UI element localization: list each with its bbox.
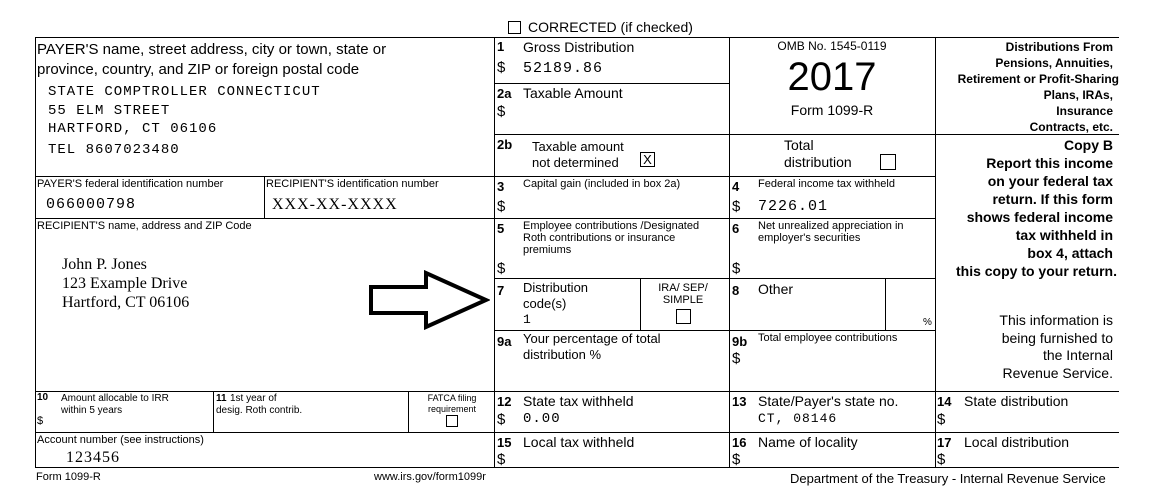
tax-year: 2017 <box>787 55 877 99</box>
box17-dollar: $ <box>937 451 946 468</box>
rule <box>35 391 1119 392</box>
box4-dollar: $ <box>732 198 741 215</box>
box11-label: 1st year of desig. Roth contrib. <box>216 393 303 416</box>
account-number: 123456 <box>66 449 120 466</box>
box5-label: Employee contributions /Designated Roth contributions or insurance premiums <box>523 220 700 256</box>
id-divider <box>264 176 265 218</box>
payer-fed-id-label: PAYER'S federal identification number <box>37 178 224 190</box>
payer-name: STATE COMPTROLLER CONNECTICUT <box>48 84 321 100</box>
footer-department: Department of the Treasury - Internal Revenue Service <box>790 471 1106 486</box>
payer-street: 55 ELM STREET <box>48 102 171 119</box>
other-pct-divider <box>885 278 886 330</box>
payer-fed-id: 066000798 <box>46 196 137 213</box>
copy-b-instructions: Copy B Report this income on your federal tax return. If this form shows federal income tax withheld in box 4, attach this copy to your return. <box>935 136 1113 280</box>
box4-num: 4 <box>732 179 740 194</box>
account-number-label: Account number (see instructions) <box>37 434 204 446</box>
box5-dollar: $ <box>497 260 506 277</box>
fatca-label: FATCA filing requirement <box>427 393 477 414</box>
box16-num: 16 <box>732 435 747 450</box>
rule <box>494 83 729 84</box>
box3-num: 3 <box>497 179 505 194</box>
box16-label: Name of locality <box>758 434 858 450</box>
box7-num: 7 <box>497 283 505 298</box>
box5-num: 5 <box>497 221 505 236</box>
box14-dollar: $ <box>937 411 946 428</box>
box3-dollar: $ <box>497 198 506 215</box>
form-title: Distributions From Pensions, Annuities, Retirement or Profit-Sharing Plans, IRAs, Insurance Contracts, etc. <box>957 40 1119 134</box>
box9b-label: Total employee contributions <box>758 332 898 344</box>
rule <box>35 432 1119 433</box>
omb-number: OMB No. 1545-0119 <box>777 39 887 53</box>
box12-value: 0.00 <box>523 411 561 427</box>
box12-dollar: $ <box>497 411 506 428</box>
box9a-label: Your percentage of total distribution % <box>523 331 661 362</box>
box15-num: 15 <box>497 435 512 450</box>
box15-label: Local tax withheld <box>523 434 635 450</box>
payer-label: PAYER'S name, street address, city or town, state or province, country, and ZIP or foreign postal code <box>37 41 387 78</box>
box6-dollar: $ <box>732 260 741 277</box>
corrected-checkbox[interactable] <box>508 21 521 34</box>
recipient-name-label: RECIPIENT'S name, address and ZIP Code <box>37 220 252 232</box>
total-distribution-checkbox[interactable] <box>880 154 896 170</box>
box3-label: Capital gain (included in box 2a) <box>523 178 681 190</box>
box6-label: Net unrealized appreciation in employer's securities <box>758 220 904 244</box>
box11-num: 11 <box>216 393 227 404</box>
box9a-num: 9a <box>497 334 512 349</box>
ira-sep-simple-label: IRA/ SEP/ SIMPLE <box>658 282 708 306</box>
payer-city: HARTFORD, CT 06106 <box>48 121 218 137</box>
box12-label: State tax withheld <box>523 393 634 409</box>
box2a-label: Taxable Amount <box>523 85 623 101</box>
box8-num: 8 <box>732 283 740 298</box>
rule <box>494 218 935 219</box>
recipient-address <box>62 255 189 312</box>
arrow-right-icon <box>368 270 490 330</box>
box13-num: 13 <box>732 394 747 409</box>
box2b-label: Taxable amount not determined <box>532 139 624 170</box>
b11-divider <box>213 391 214 432</box>
box1-dollar: $ <box>497 59 506 76</box>
box10-num: 10 <box>37 392 49 403</box>
total-distribution-label: Total distribution <box>784 137 852 170</box>
box7-value: 1 <box>523 312 532 327</box>
form-top-border <box>35 37 1119 38</box>
box7-label: Distribution code(s) <box>523 280 589 311</box>
corrected-label: CORRECTED (if checked) <box>528 19 693 35</box>
fatca-divider <box>408 391 409 432</box>
footer-form-name: Form 1099-R <box>36 471 101 483</box>
box4-label: Federal income tax withheld <box>758 178 895 190</box>
recipient-name: John P. Jones <box>62 256 147 273</box>
rule <box>494 134 935 135</box>
form-name: Form 1099-R <box>790 102 874 118</box>
rule <box>494 176 935 177</box>
box17-label: Local distribution <box>964 434 1070 450</box>
box12-num: 12 <box>497 394 512 409</box>
box2b-num: 2b <box>497 137 513 152</box>
box4-value: 7226.01 <box>758 198 829 215</box>
rule <box>494 278 935 279</box>
box10-label: Amount allocable to IRR within 5 years <box>61 393 169 416</box>
box1-value: 52189.86 <box>523 60 604 77</box>
box10-dollar: $ <box>37 415 44 427</box>
recipient-id-label: RECIPIENT'S identification number <box>266 178 439 190</box>
form-left-border <box>35 37 36 467</box>
box1-num: 1 <box>497 39 505 54</box>
payer-address <box>48 83 321 159</box>
box9b-num: 9b <box>732 334 748 349</box>
box2a-num: 2a <box>497 86 512 101</box>
ira-sep-simple-checkbox[interactable] <box>676 309 691 324</box>
rule <box>35 176 494 177</box>
box2b-checkbox[interactable]: X <box>640 152 655 167</box>
box9b-dollar: $ <box>732 350 741 367</box>
box14-label: State distribution <box>964 393 1069 409</box>
box1-label: Gross Distribution <box>523 39 635 55</box>
box17-num: 17 <box>937 435 952 450</box>
box13-label: State/Payer's state no. <box>758 393 899 409</box>
box14-num: 14 <box>937 394 952 409</box>
ira-divider <box>640 278 641 330</box>
box13-value: CT, 08146 <box>758 411 838 426</box>
irs-info-text: This information is being furnished to the Internal Revenue Service. <box>999 312 1113 381</box>
payer-phone: TEL 8607023480 <box>48 141 180 158</box>
box16-dollar: $ <box>732 451 741 468</box>
box8-pct: % <box>923 317 932 328</box>
recipient-city: Hartford, CT 06106 <box>62 294 190 311</box>
form-bottom-border <box>35 467 1119 468</box>
recipient-id: XXX-XX-XXXX <box>272 196 398 213</box>
col-divider-1 <box>494 37 495 467</box>
box15-dollar: $ <box>497 451 506 468</box>
rule <box>35 218 494 219</box>
box6-num: 6 <box>732 221 740 236</box>
box2a-dollar: $ <box>497 103 506 120</box>
fatca-checkbox[interactable] <box>446 415 458 427</box>
copy-b-heading: Copy B <box>1064 137 1113 153</box>
footer-url[interactable]: www.irs.gov/form1099r <box>374 471 486 483</box>
box8-label: Other <box>758 281 794 297</box>
recipient-street: 123 Example Drive <box>62 275 188 292</box>
